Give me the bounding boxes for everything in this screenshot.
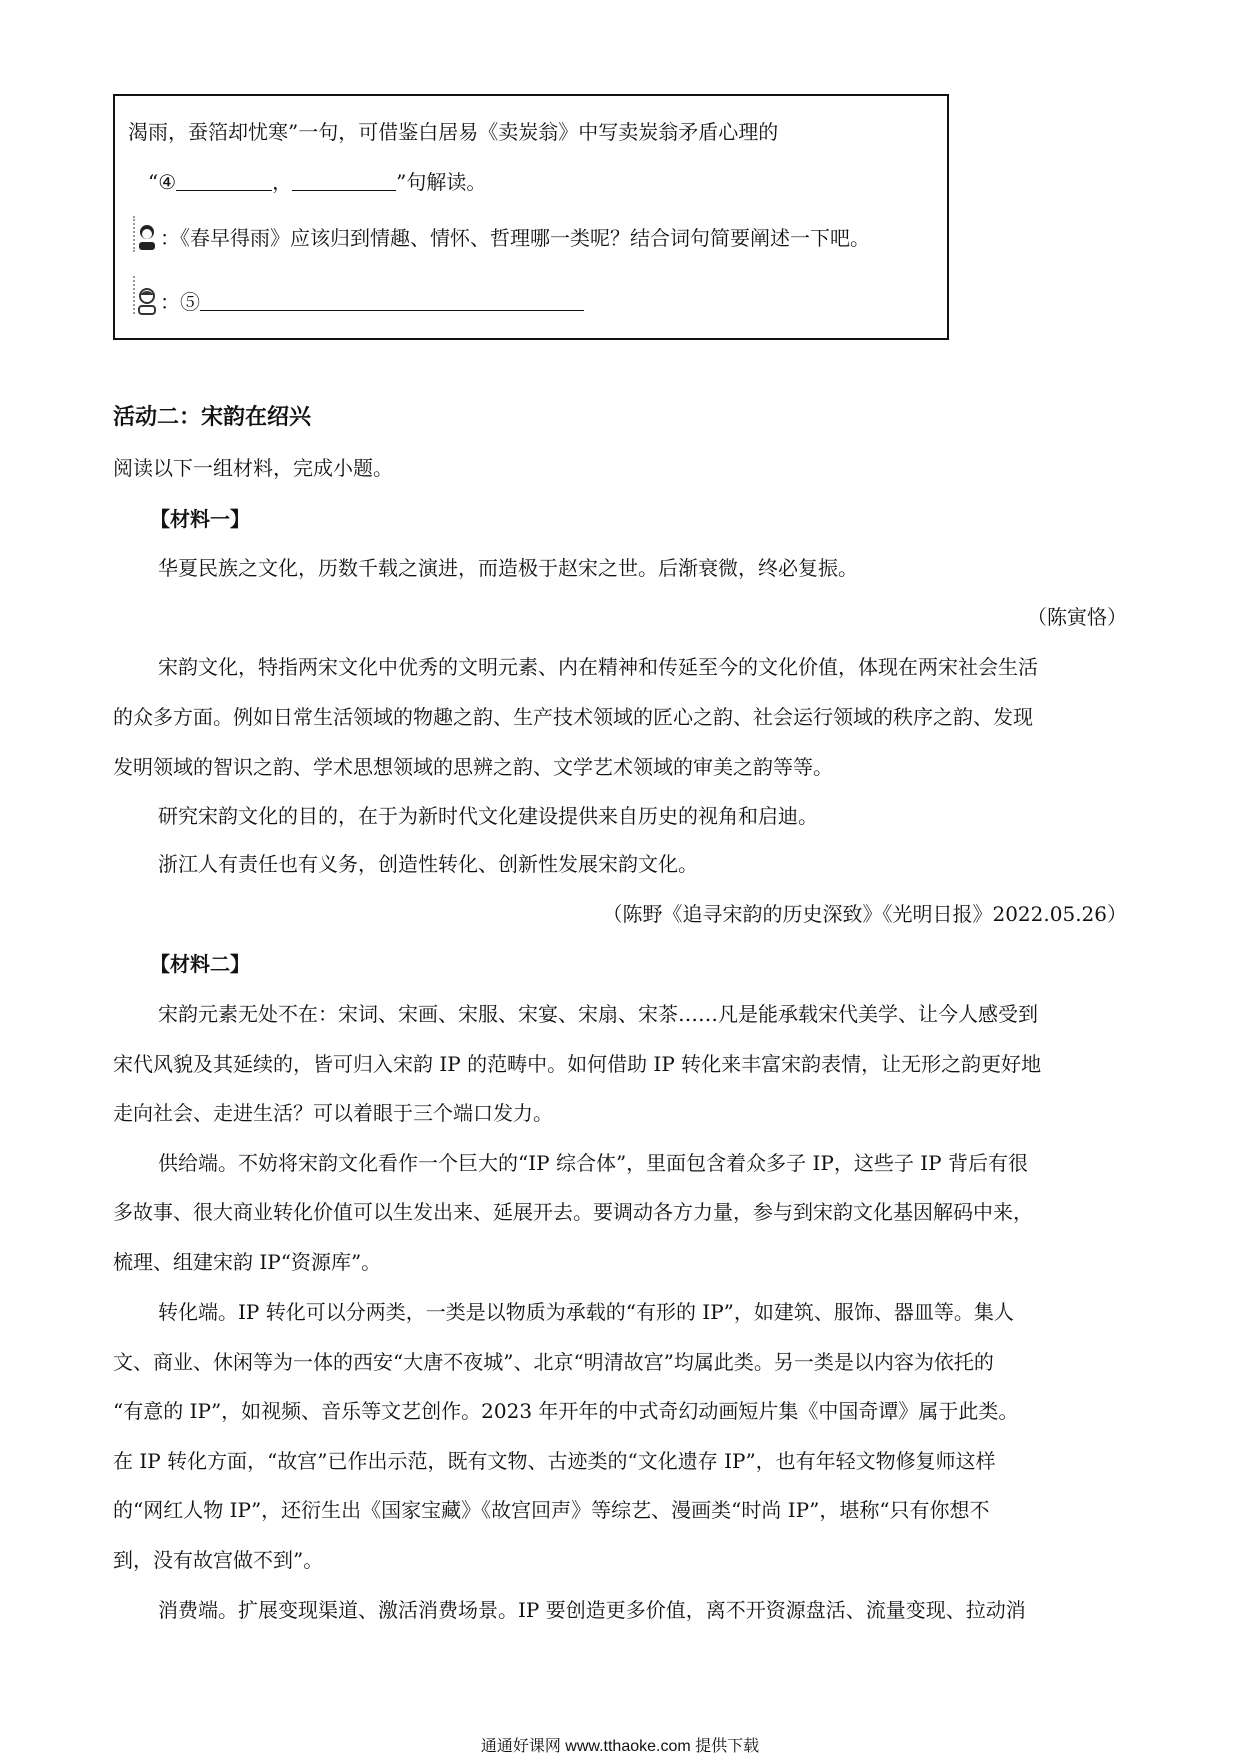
material-2-p3-line5: 的“网红人物 IP”，还衍生出《国家宝藏》《故宫回声》等综艺、漫画类“时尚 IP”，堪称“只有你想不 [113, 1498, 990, 1522]
material-2-p4-line1: 消费端。扩展变现渠道、激活消费场景。IP 要创造更多价值，离不开资源盘活、流量变现、拉动消 [158, 1598, 1026, 1622]
teacher-avatar-icon [136, 223, 158, 251]
answer-blank-5[interactable] [200, 290, 584, 311]
material-1-para1-line3: 发明领域的智识之韵、学术思想领域的思辨之韵、文学艺术领域的审美之韵等等。 [113, 755, 833, 779]
question-text: ：《春早得雨》应该归到情趣、情怀、哲理哪一类呢？结合词句简要阐述一下吧。 [160, 226, 870, 250]
material-2-p3-line1: 转化端。IP 转化可以分两类，一类是以物质为承载的“有形的 IP”，如建筑、服饰、器皿等。集人 [158, 1300, 1014, 1324]
material-1-para1-line2: 的众多方面。例如日常生活领域的物趣之韵、生产技术领域的匠心之韵、社会运行领域的秩序之韵、发现 [113, 705, 1033, 729]
comma: ， [272, 170, 293, 194]
material-2-p3-line6: 到，没有故宫做不到”。 [113, 1548, 324, 1572]
answer-blank-4b[interactable] [292, 170, 396, 191]
material-1-para3: 浙江人有责任也有义务，创造性转化、创新性发展宋韵文化。 [158, 852, 698, 876]
material-2-p3-line2: 文、商业、休闲等为一体的西安“大唐不夜城”、北京“明清故宫”均属此类。另一类是以内容为依托的 [113, 1350, 994, 1374]
material-2-p2-line2: 多故事、很大商业转化价值可以生发出来、延展开去。要调动各方力量，参与到宋韵文化基因解码中来， [113, 1200, 1033, 1224]
material-2-p3-line4: 在 IP 转化方面，“故宫”已作出示范，既有文物、古迹类的“文化遗存 IP”，也有年轻文物修复师这样 [113, 1449, 996, 1473]
dialogue-divider-2 [133, 276, 135, 314]
instruction: 阅读以下一组材料，完成小题。 [113, 456, 393, 480]
answer-line [136, 286, 584, 315]
student-avatar-icon [136, 287, 158, 315]
answer-blank-4a[interactable] [176, 170, 272, 191]
material-2-p2-line1: 供给端。不妨将宋韵文化看作一个巨大的“IP 综合体”，里面包含着众多子 IP，这些子 IP 背后有很 [158, 1151, 1028, 1175]
answer-prefix: ：⑤ [160, 290, 200, 314]
material-2-heading: 【材料二】 [150, 952, 250, 976]
material-1-quote: 华夏民族之文化，历数千载之演进，而造极于赵宋之世。后渐衰微，终必复振。 [158, 556, 858, 580]
box-line-2 [148, 166, 486, 195]
blank-4-close: ”句解读。 [396, 170, 487, 194]
blank-4-open: “④ [148, 170, 177, 194]
material-1-quote-source: （陈寅恪） [1027, 605, 1127, 629]
material-2-p1-line3: 走向社会、走进生活？可以着眼于三个端口发力。 [113, 1101, 553, 1125]
material-1-para1-line1: 宋韵文化，特指两宋文化中优秀的文明元素、内在精神和传延至今的文化价值，体现在两宋社会生活 [158, 655, 1038, 679]
material-2-p1-line2: 宋代风貌及其延续的，皆可归入宋韵 IP 的范畴中。如何借助 IP 转化来丰富宋韵表情，让无形之韵更好地 [113, 1052, 1042, 1076]
material-2-p2-line3: 梳理、组建宋韵 IP“资源库”。 [113, 1250, 382, 1274]
dialogue-divider [133, 216, 135, 252]
material-1-para2: 研究宋韵文化的目的，在于为新时代文化建设提供来自历史的视角和启迪。 [158, 804, 818, 828]
box-line-1: 渴雨，蚕箔却忧寒”一句，可借鉴白居易《卖炭翁》中写卖炭翁矛盾心理的 [128, 120, 779, 144]
material-1-heading: 【材料一】 [150, 507, 250, 531]
question-line [136, 222, 870, 251]
material-2-p3-line3: “有意的 IP”，如视频、音乐等文艺创作。2023 年开年的中式奇幻动画短片集《中国奇谭》属于此类。 [113, 1399, 1019, 1423]
material-2-p1-line1: 宋韵元素无处不在：宋词、宋画、宋服、宋宴、宋扇、宋茶……凡是能承载宋代美学、让今人感受到 [158, 1002, 1038, 1026]
footer-download-note: 通通好课网 www.tthaoke.com 提供下载 [480, 1738, 760, 1755]
material-1-source: （陈野《追寻宋韵的历史深致》《光明日报》2022.05.26） [602, 902, 1127, 926]
section-title: 活动二：宋韵在绍兴 [113, 405, 312, 430]
